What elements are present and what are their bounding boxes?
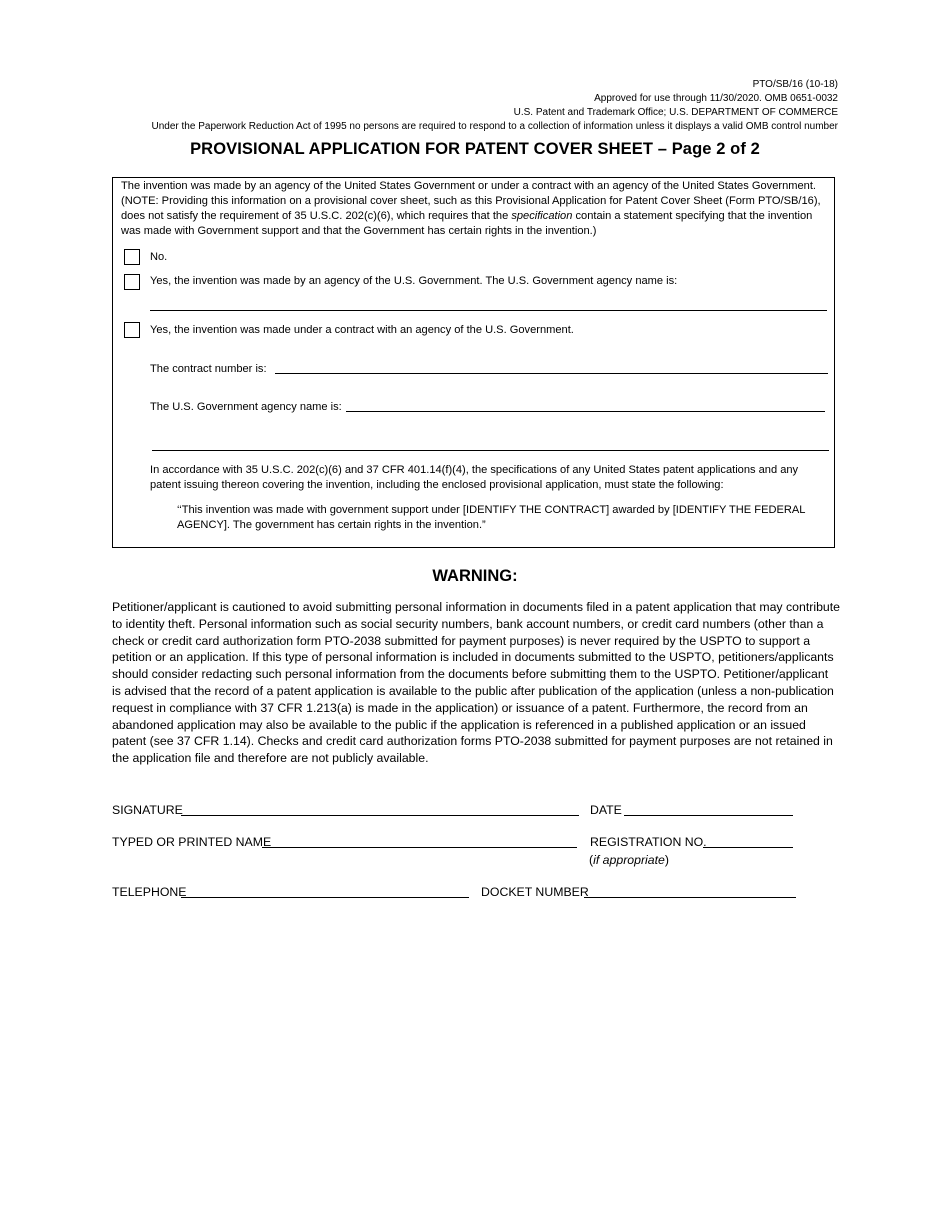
option-no-label: No. (150, 251, 168, 263)
checkbox-no[interactable] (124, 249, 140, 265)
government-intro-text (121, 179, 821, 239)
contract-agency-name-continuation-field[interactable] (152, 450, 829, 451)
registration-note (589, 852, 669, 868)
contract-agency-name-field[interactable] (346, 411, 825, 412)
registration-note-italic: if appropriate (593, 853, 665, 867)
registration-number-field[interactable] (703, 847, 793, 848)
warning-title: WARNING: (432, 567, 518, 585)
accordance-text: In accordance with 35 U.S.C. 202(c)(6) and 37 CFR 401.14(f)(4), the specifications of any United States patent applications and any patent issuing thereon covering the invention, including the enclosed provisional application, must state the following: (150, 464, 799, 491)
signature-field[interactable] (181, 815, 579, 816)
warning-text: Petitioner/applicant is cautioned to avoid submitting personal information in documents filed in a patent application that may contribute to identity theft. Personal information such as social security numbers, bank account numbers, or credit card numbers (other than a check or credit card authorization form PTO-2038 submitted for payment purposes) is never required by the USPTO to support a petition or an application. If this type of personal information is included in documents submitted to the USPTO, petitioners/applicants should consider redacting such personal information from the documents before submitting them to the USPTO. Petitioner/applicant is advised that the record of a patent application is available to the public after publication of the application (unless a non-publication request in compliance with 37 CFR 1.213(a) is made in the application) or issuance of a patent. Furthermore, the record from an abandoned application may also be available to the public if the application is referenced in a published application or an issued patent (see 37 CFR 1.14). Checks and credit card authorization forms PTO-2038 submitted for payment purposes are not retained in the application file and therefore are not publicly available. (112, 600, 840, 766)
telephone-field[interactable] (181, 897, 469, 898)
intro-text-part2: contain a statement specifying that the invention was made with Government support and that the Government has certain rights in the invention.) (121, 210, 813, 237)
registration-note-close: ) (664, 853, 669, 867)
intro-text-italic: specification (511, 210, 573, 222)
required-statement-quote: ‘‘This invention was made with government support under [IDENTIFY THE CONTRACT] awarded by [IDENTIFY THE FEDERAL AGENCY]. The government has certain rights in the invention.” (177, 504, 806, 531)
docket-number-label: DOCKET NUMBER (481, 885, 589, 899)
date-label: DATE (590, 803, 622, 817)
registration-note-open: ( (589, 853, 594, 867)
checkbox-government-agency[interactable] (124, 274, 140, 290)
omb-approval: Approved for use through 11/30/2020. OMB 0651-0032 (594, 93, 838, 104)
agency-name-field[interactable] (150, 310, 827, 311)
typed-name-field[interactable] (262, 847, 577, 848)
paperwork-notice: Under the Paperwork Reduction Act of 1995 no persons are required to respond to a collection of information unless it displays a valid OMB control number (151, 121, 838, 132)
office-name: U.S. Patent and Trademark Office; U.S. DEPARTMENT OF COMMERCE (513, 107, 838, 118)
form-header (152, 78, 838, 134)
option-agency-label: Yes, the invention was made by an agency of the U.S. Government. The U.S. Government agency name is: (150, 275, 678, 287)
page-title: PROVISIONAL APPLICATION FOR PATENT COVER SHEET – Page 2 of 2 (190, 140, 760, 158)
contract-number-field[interactable] (275, 373, 828, 374)
option-contract-label: Yes, the invention was made under a contract with an agency of the U.S. Government. (150, 324, 574, 336)
signature-label: SIGNATURE (112, 803, 183, 817)
typed-name-label: TYPED OR PRINTED NAME (112, 835, 272, 849)
date-field[interactable] (624, 815, 793, 816)
contract-agency-name-label: The U.S. Government agency name is: (150, 401, 342, 413)
telephone-label: TELEPHONE (112, 885, 187, 899)
intro-text-part1: The invention was made by an agency of the United States Government or under a contract with an agency of the United States Government. (NOTE: Providing this information on a provisional cover sheet, such as this Provisional Application for Patent Cover Sheet (Form PTO/SB/16), does not satisfy the requirement of 35 U.S.C. 202(c)(6), which requires that the (121, 180, 821, 222)
checkbox-government-contract[interactable] (124, 322, 140, 338)
docket-number-field[interactable] (584, 897, 796, 898)
form-number: PTO/SB/16 (10-18) (752, 79, 838, 90)
registration-number-label: REGISTRATION NO. (590, 835, 707, 849)
contract-number-label: The contract number is: (150, 363, 267, 375)
